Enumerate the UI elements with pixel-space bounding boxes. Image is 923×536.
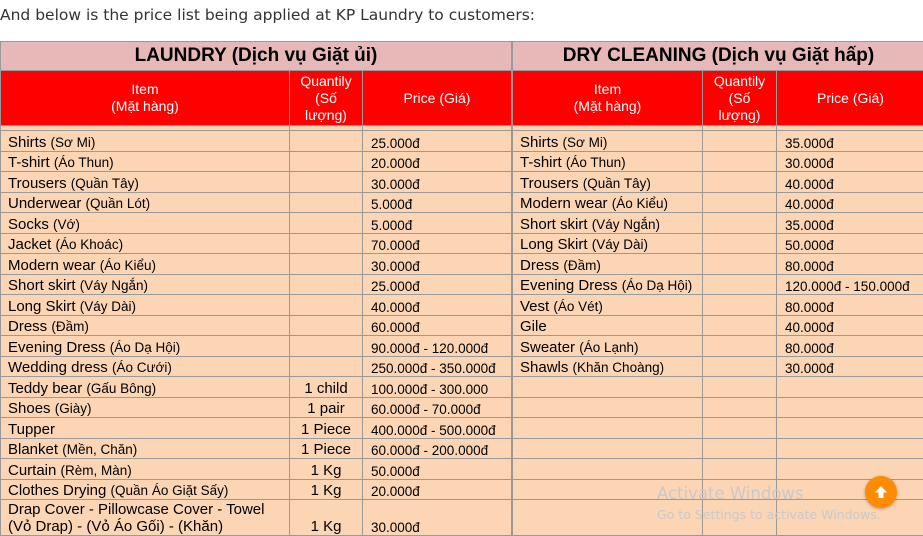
dry-cleaning-table (512, 41, 923, 536)
table-row (513, 295, 923, 316)
item-name: Jacket (8, 236, 51, 253)
table-row (513, 192, 923, 213)
table-row (1, 213, 512, 234)
intro-text: And below is the price list being applied at KP Laundry to customers: (0, 6, 535, 24)
quantity-cell (290, 151, 363, 172)
item-cell (1, 438, 290, 459)
item-vietnamese-name: (Váy Dài) (592, 237, 648, 252)
item-cell (1, 295, 290, 316)
item-name: Gile (520, 318, 547, 335)
quantity-cell: 1 Piece (290, 418, 363, 439)
quantity-cell (290, 233, 363, 254)
quantity-cell (290, 172, 363, 193)
quantity-cell (703, 356, 777, 377)
price-cell: 40.000đ (777, 192, 923, 213)
item-cell (1, 397, 290, 418)
quantity-cell (703, 315, 777, 336)
table-row (513, 151, 923, 172)
item-cell (513, 172, 703, 193)
item-name: Evening Dress (520, 277, 618, 294)
price-cell: 60.000đ (363, 315, 512, 336)
table-row (513, 397, 923, 418)
item-cell (513, 397, 703, 418)
item-name: Modern wear (8, 257, 96, 274)
quantity-header: Quantily (Số lượng) (703, 71, 777, 126)
table-row (1, 418, 512, 439)
laundry-rows (1, 126, 512, 536)
item-vietnamese-name: (Đầm) (51, 319, 89, 334)
quantity-cell: 1 Kg (290, 479, 363, 500)
price-cell: 30.000đ (363, 254, 512, 275)
price-cell: 30.000đ (777, 151, 923, 172)
item-cell (1, 418, 290, 439)
item-name: Evening Dress (8, 339, 106, 356)
quantity-cell (703, 295, 777, 316)
price-cell: 90.000đ - 120.000đ (363, 336, 512, 357)
price-cell: 80.000đ (777, 336, 923, 357)
quantity-cell (703, 459, 777, 480)
quantity-cell: 1 Kg (290, 459, 363, 480)
quantity-cell: 1 Kg (290, 500, 363, 536)
table-row (513, 356, 923, 377)
item-vietnamese-name: (Áo Kiểu) (612, 196, 668, 211)
table-row (1, 233, 512, 254)
item-name: Socks (8, 216, 49, 233)
item-cell (513, 295, 703, 316)
item-cell (1, 356, 290, 377)
table-row (1, 192, 512, 213)
item-name: Short skirt (8, 277, 76, 294)
quantity-cell (290, 336, 363, 357)
item-cell (513, 356, 703, 377)
item-vietnamese-name: (Khăn Choàng) (573, 360, 665, 375)
item-header: Item (Mặt hàng) (513, 71, 703, 126)
item-cell (1, 274, 290, 295)
quantity-cell (290, 356, 363, 377)
table-row (1, 172, 512, 193)
item-cell (513, 274, 703, 295)
item-header: Item (Mặt hàng) (1, 71, 290, 126)
item-vietnamese-name: (Quần Lót) (86, 196, 151, 211)
price-cell: 60.000đ - 70.000đ (363, 397, 512, 418)
price-cell: 25.000đ (363, 131, 512, 152)
item-vietnamese-name: (Áo Thun) (566, 155, 626, 170)
table-row (513, 172, 923, 193)
item-cell (513, 438, 703, 459)
item-name: Clothes Drying (8, 482, 106, 499)
table-row (1, 438, 512, 459)
table-row (1, 274, 512, 295)
item-vietnamese-name: (Áo Dạ Hội) (110, 340, 181, 355)
empty-cell (703, 500, 777, 536)
item-name: Shawls (520, 359, 568, 376)
laundry-title: LAUNDRY (Dịch vụ Giặt ủi) (1, 42, 512, 71)
price-cell: 80.000đ (777, 295, 923, 316)
item-cell (1, 254, 290, 275)
table-row (513, 233, 923, 254)
quantity-cell (703, 377, 777, 398)
item-cell (1, 213, 290, 234)
quantity-cell (703, 438, 777, 459)
dry-cleaning-rows (513, 126, 923, 536)
item-cell (1, 336, 290, 357)
item-cell (1, 151, 290, 172)
quantity-cell (290, 315, 363, 336)
price-cell: 100.000đ - 300.000 (363, 377, 512, 398)
quantity-cell (703, 479, 777, 500)
item-name: Modern wear (520, 195, 608, 212)
table-row (1, 500, 512, 536)
item-cell (513, 192, 703, 213)
item-cell (513, 418, 703, 439)
price-cell: 30.000đ (363, 172, 512, 193)
price-cell: 30.000đ (777, 356, 923, 377)
item-cell (1, 479, 290, 500)
quantity-cell (703, 418, 777, 439)
item-vietnamese-name: (Áo Kiểu) (100, 258, 156, 273)
price-cell: 5.000đ (363, 213, 512, 234)
table-row (1, 459, 512, 480)
item-name: Underwear (8, 195, 81, 212)
item-vietnamese-name: (Rèm, Màn) (61, 463, 132, 478)
table-row (513, 131, 923, 152)
item-vietnamese-name: (Váy Ngắn) (592, 217, 660, 232)
item-vietnamese-name: (Áo Dạ Hội) (622, 278, 693, 293)
item-vietnamese-name: (Sơ Mi) (563, 135, 608, 150)
table-row (513, 438, 923, 459)
arrow-up-icon (872, 483, 890, 501)
quantity-cell (290, 192, 363, 213)
item-vietnamese-name: (Váy Dài) (80, 299, 136, 314)
item-name: Long Skirt (520, 236, 588, 253)
item-vietnamese-name: (Đầm) (563, 258, 601, 273)
price-cell: 400.000đ - 500.000đ (363, 418, 512, 439)
dry-cleaning-title: DRY CLEANING (Dịch vụ Giặt hấp) (513, 42, 923, 71)
item-cell (513, 233, 703, 254)
table-row (1, 295, 512, 316)
item-name: Trousers (8, 175, 67, 192)
price-cell (777, 438, 923, 459)
item-vietnamese-name: (Gấu Bông) (86, 381, 156, 396)
price-cell: 40.000đ (777, 172, 923, 193)
item-name: Tupper (8, 421, 55, 438)
laundry-table (0, 41, 512, 536)
table-row (513, 459, 923, 480)
scroll-to-top-button[interactable] (865, 476, 897, 508)
item-cell (513, 254, 703, 275)
table-row (513, 254, 923, 275)
table-row (1, 315, 512, 336)
item-vietnamese-name: (Giày) (55, 401, 92, 416)
item-name: Vest (520, 298, 549, 315)
quantity-cell (290, 213, 363, 234)
item-name: T-shirt (520, 154, 562, 171)
item-cell (1, 233, 290, 254)
item-vietnamese-name: (Mền, Chăn) (62, 442, 137, 457)
table-row (513, 500, 923, 536)
table-row (1, 151, 512, 172)
table-row (1, 356, 512, 377)
quantity-cell (703, 192, 777, 213)
item-cell (513, 336, 703, 357)
price-cell: 50.000đ (363, 459, 512, 480)
item-cell (1, 377, 290, 398)
table-row (513, 315, 923, 336)
quantity-cell (703, 274, 777, 295)
item-cell (1, 315, 290, 336)
item-cell (513, 151, 703, 172)
table-row (1, 397, 512, 418)
item-cell (513, 131, 703, 152)
price-header: Price (Giá) (363, 71, 512, 126)
item-cell (1, 459, 290, 480)
item-cell (1, 500, 290, 536)
quantity-cell (290, 274, 363, 295)
item-name: Long Skirt (8, 298, 76, 315)
item-vietnamese-name: (Vỏ Drap) - (Vỏ Áo Gối) - (Khăn) (8, 518, 289, 535)
price-cell: 40.000đ (777, 315, 923, 336)
quantity-cell (290, 295, 363, 316)
quantity-cell (703, 131, 777, 152)
price-cell: 40.000đ (363, 295, 512, 316)
quantity-cell (703, 233, 777, 254)
price-cell (777, 459, 923, 480)
table-row (1, 336, 512, 357)
price-cell (777, 479, 923, 500)
item-vietnamese-name: (Áo Khoác) (56, 237, 124, 252)
price-cell: 35.000đ (777, 131, 923, 152)
table-row (513, 274, 923, 295)
item-name: Dress (520, 257, 559, 274)
table-row (1, 377, 512, 398)
table-row (513, 336, 923, 357)
price-cell: 20.000đ (363, 151, 512, 172)
item-name: T-shirt (8, 154, 50, 171)
price-cell (777, 397, 923, 418)
item-vietnamese-name: (Sơ Mi) (51, 135, 96, 150)
item-name: Curtain (8, 462, 56, 479)
item-cell (1, 131, 290, 152)
price-cell: 250.000đ - 350.000đ (363, 356, 512, 377)
quantity-header: Quantily (Số lượng) (290, 71, 363, 126)
item-name: Drap Cover - Pillowcase Cover - Towel (8, 501, 289, 518)
item-name: Dress (8, 318, 47, 335)
table-row (1, 254, 512, 275)
item-vietnamese-name: (Áo Cưới) (112, 360, 172, 375)
item-cell (513, 315, 703, 336)
item-cell (513, 479, 703, 500)
price-cell: 35.000đ (777, 213, 923, 234)
quantity-cell (703, 151, 777, 172)
price-cell: 20.000đ (363, 479, 512, 500)
price-cell: 5.000đ (363, 192, 512, 213)
quantity-cell: 1 Piece (290, 438, 363, 459)
item-name: Shirts (520, 134, 558, 151)
item-name: Trousers (520, 175, 579, 192)
item-vietnamese-name: (Váy Ngắn) (80, 278, 148, 293)
table-row (513, 479, 923, 500)
quantity-cell (703, 336, 777, 357)
item-cell (1, 192, 290, 213)
table-row (1, 131, 512, 152)
table-row (513, 418, 923, 439)
item-cell (513, 213, 703, 234)
price-cell: 25.000đ (363, 274, 512, 295)
table-row (513, 213, 923, 234)
price-cell: 60.000đ - 200.000đ (363, 438, 512, 459)
activate-windows-watermark: Activate Windows Go to Settings to activate Windows. (657, 484, 881, 522)
table-row (513, 377, 923, 398)
empty-cell (513, 500, 703, 536)
item-name: Shoes (8, 400, 51, 417)
item-vietnamese-name: (Vớ) (53, 217, 80, 232)
table-row (1, 479, 512, 500)
price-cell: 70.000đ (363, 233, 512, 254)
price-cell: 30.000đ (363, 500, 512, 536)
price-header: Price (Giá) (777, 71, 923, 126)
item-name: Wedding dress (8, 359, 108, 376)
quantity-cell: 1 child (290, 377, 363, 398)
item-vietnamese-name: (Quần Áo Giặt Sấy) (111, 483, 229, 498)
price-cell (777, 418, 923, 439)
price-cell: 120.000đ - 150.000đ (777, 274, 923, 295)
quantity-cell (290, 254, 363, 275)
item-cell (513, 377, 703, 398)
item-vietnamese-name: (Quần Tây) (71, 176, 139, 191)
empty-cell (777, 500, 923, 536)
quantity-cell (703, 254, 777, 275)
quantity-cell (703, 213, 777, 234)
item-name: Sweater (520, 339, 575, 356)
item-cell (1, 172, 290, 193)
price-tables (0, 41, 923, 536)
item-vietnamese-name: (Áo Thun) (54, 155, 114, 170)
item-vietnamese-name: (Áo Vét) (553, 299, 603, 314)
item-vietnamese-name: (Quần Tây) (583, 176, 651, 191)
item-vietnamese-name: (Áo Lạnh) (579, 340, 638, 355)
item-name: Short skirt (520, 216, 588, 233)
item-cell (513, 459, 703, 480)
item-name: Shirts (8, 134, 46, 151)
quantity-cell (703, 172, 777, 193)
quantity-cell (703, 397, 777, 418)
price-cell: 80.000đ (777, 254, 923, 275)
item-name: Blanket (8, 441, 58, 458)
price-cell (777, 377, 923, 398)
price-cell: 50.000đ (777, 233, 923, 254)
item-name: Teddy bear (8, 380, 82, 397)
quantity-cell (290, 131, 363, 152)
quantity-cell: 1 pair (290, 397, 363, 418)
